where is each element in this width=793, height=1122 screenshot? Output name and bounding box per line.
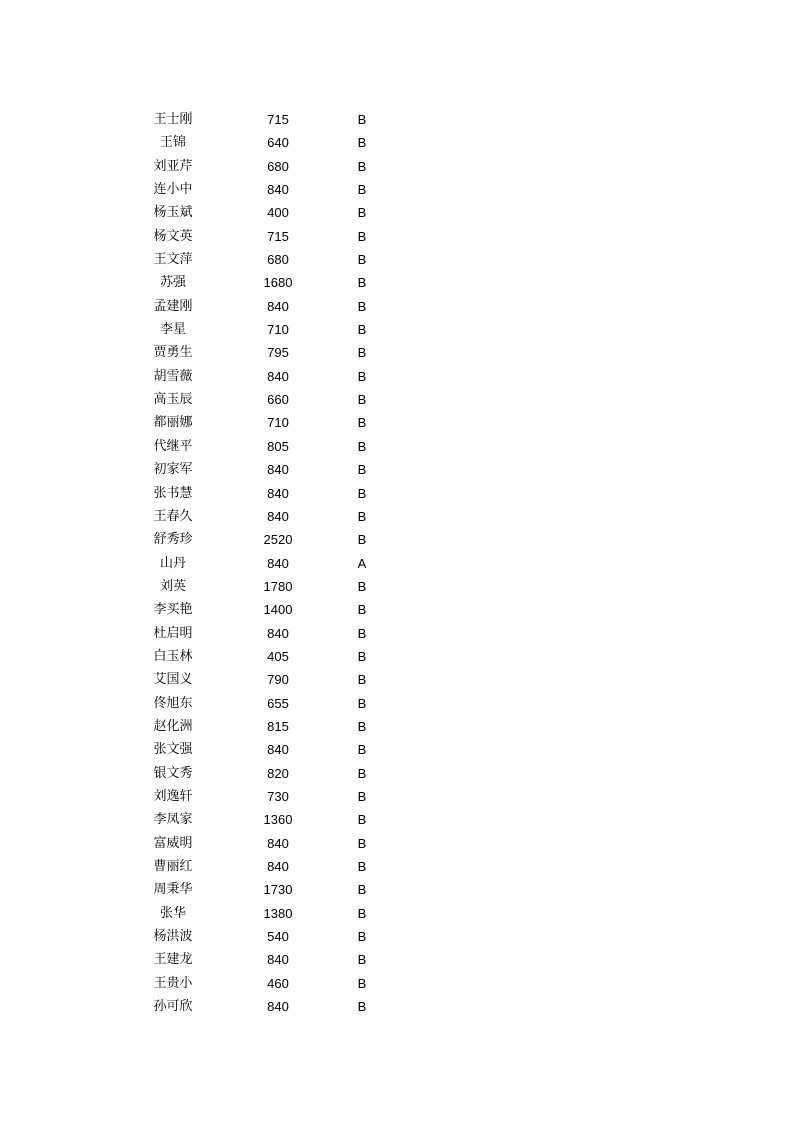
amount-cell: 460 [267, 975, 289, 991]
grade-cell: B [357, 112, 367, 127]
amount-cell: 840 [267, 999, 289, 1015]
amount-cell: 1360 [263, 812, 293, 828]
amount-cell: 840 [267, 835, 289, 851]
table-row [0, 458, 793, 481]
name-cell: 孙可欣 [153, 999, 193, 1015]
amount-cell: 655 [267, 695, 289, 711]
table-row [0, 528, 793, 551]
name-cell: 李凤家 [153, 812, 193, 828]
grade-cell: B [357, 158, 367, 174]
table-row [0, 552, 793, 575]
name-cell: 杨玉斌 [153, 205, 193, 221]
name-cell: 杜启明 [153, 625, 193, 641]
grade-cell: B [357, 532, 367, 548]
grade-cell: B [357, 228, 367, 244]
amount-cell: 2520 [263, 532, 293, 548]
table-row [0, 972, 793, 995]
table-row [0, 645, 793, 668]
grade-cell: B [357, 205, 367, 221]
grade-cell: B [357, 438, 367, 454]
name-cell: 高玉辰 [153, 392, 193, 408]
amount-cell: 715 [267, 112, 289, 127]
grade-cell: B [357, 298, 367, 314]
table-row [0, 878, 793, 901]
grade-cell: B [357, 368, 367, 384]
table-row [0, 738, 793, 761]
amount-cell: 640 [267, 135, 289, 151]
amount-cell: 715 [267, 228, 289, 244]
name-cell: 艾国义 [153, 672, 193, 688]
amount-cell: 840 [267, 462, 289, 478]
name-cell: 张文强 [153, 742, 193, 758]
grade-cell: B [357, 392, 367, 408]
grade-cell: B [357, 625, 367, 641]
table-row [0, 692, 793, 715]
name-cell: 李买艳 [153, 602, 193, 618]
amount-cell: 730 [267, 788, 289, 804]
grade-cell: B [357, 765, 367, 781]
amount-cell: 805 [267, 438, 289, 454]
table-row [0, 598, 793, 621]
table-row [0, 832, 793, 855]
amount-cell: 795 [267, 345, 289, 361]
table-row [0, 482, 793, 505]
table-row [0, 248, 793, 271]
table-row [0, 762, 793, 785]
table-row [0, 201, 793, 224]
table-row [0, 271, 793, 294]
grade-cell: B [357, 999, 367, 1015]
grade-cell: B [357, 182, 367, 198]
table-row [0, 108, 793, 131]
name-cell: 王文萍 [153, 252, 193, 268]
amount-cell: 710 [267, 415, 289, 431]
name-cell: 张华 [159, 905, 186, 921]
table-row [0, 365, 793, 388]
amount-cell: 840 [267, 555, 289, 571]
grade-cell: B [357, 462, 367, 478]
name-cell: 杨文英 [153, 228, 193, 244]
amount-cell: 400 [267, 205, 289, 221]
table-row [0, 785, 793, 808]
grade-cell: B [357, 742, 367, 758]
grade-cell: B [357, 252, 367, 268]
table-row [0, 225, 793, 248]
table-row [0, 715, 793, 738]
name-cell: 代继平 [153, 438, 193, 454]
table-row [0, 948, 793, 971]
name-cell: 刘逸轩 [153, 788, 193, 804]
table-row [0, 925, 793, 948]
name-cell: 刘英 [159, 578, 186, 594]
table-row [0, 155, 793, 178]
amount-cell: 710 [267, 322, 289, 338]
name-cell: 初家军 [153, 462, 193, 478]
amount-cell: 1730 [263, 882, 293, 898]
grade-cell: B [357, 882, 367, 898]
grade-cell: B [357, 648, 367, 664]
amount-cell: 1380 [263, 905, 293, 921]
grade-cell: B [357, 602, 367, 618]
name-cell: 周秉华 [153, 882, 193, 898]
amount-cell: 840 [267, 859, 289, 874]
grade-cell: B [357, 952, 367, 968]
name-cell: 山丹 [159, 555, 186, 571]
amount-cell: 1780 [263, 578, 293, 594]
grade-cell: B [357, 415, 367, 431]
name-cell: 王春久 [153, 508, 193, 524]
name-cell: 王建龙 [153, 952, 193, 968]
amount-cell: 680 [267, 158, 289, 174]
amount-cell: 820 [267, 765, 289, 781]
name-cell: 苏强 [159, 275, 186, 291]
amount-cell: 815 [267, 718, 289, 734]
table-row [0, 575, 793, 598]
table-row [0, 295, 793, 318]
grade-cell: B [357, 859, 367, 874]
amount-cell: 840 [267, 485, 289, 501]
amount-cell: 680 [267, 252, 289, 268]
grade-cell: B [357, 812, 367, 828]
table-row [0, 388, 793, 411]
name-cell: 赵化洲 [153, 718, 193, 734]
name-cell: 杨洪波 [153, 929, 193, 945]
table-row [0, 808, 793, 831]
amount-cell: 840 [267, 508, 289, 524]
amount-cell: 790 [267, 672, 289, 688]
roster-table [0, 108, 793, 1018]
name-cell: 孟建刚 [153, 298, 193, 314]
name-cell: 佟旭东 [153, 695, 193, 711]
name-cell: 李星 [159, 322, 186, 338]
name-cell: 曹丽红 [153, 859, 193, 874]
table-row [0, 131, 793, 154]
name-cell: 富威明 [153, 835, 193, 851]
name-cell: 胡雪薇 [153, 368, 193, 384]
amount-cell: 840 [267, 182, 289, 198]
grade-cell: B [357, 485, 367, 501]
amount-cell: 840 [267, 368, 289, 384]
name-cell: 白玉林 [153, 648, 193, 664]
table-row [0, 995, 793, 1018]
name-cell: 舒秀珍 [153, 532, 193, 548]
grade-cell: B [357, 275, 367, 291]
amount-cell: 405 [267, 648, 289, 664]
grade-cell: B [357, 975, 367, 991]
grade-cell: A [357, 555, 367, 571]
grade-cell: B [357, 695, 367, 711]
table-row [0, 855, 793, 878]
grade-cell: B [357, 905, 367, 921]
name-cell: 银文秀 [153, 765, 193, 781]
table-row [0, 902, 793, 925]
name-cell: 王贵小 [153, 975, 193, 991]
amount-cell: 840 [267, 952, 289, 968]
amount-cell: 1400 [263, 602, 293, 618]
grade-cell: B [357, 578, 367, 594]
grade-cell: B [357, 508, 367, 524]
grade-cell: B [357, 135, 367, 151]
name-cell: 贾勇生 [153, 345, 193, 361]
grade-cell: B [357, 345, 367, 361]
table-row [0, 435, 793, 458]
grade-cell: B [357, 788, 367, 804]
table-row [0, 622, 793, 645]
name-cell: 张书慧 [153, 485, 193, 501]
name-cell: 王锦 [159, 135, 186, 151]
grade-cell: B [357, 322, 367, 338]
name-cell: 都丽娜 [153, 415, 193, 431]
amount-cell: 840 [267, 742, 289, 758]
amount-cell: 1680 [263, 275, 293, 291]
name-cell: 刘亚芹 [153, 158, 193, 174]
name-cell: 王士刚 [153, 112, 193, 127]
table-row [0, 668, 793, 691]
table-row [0, 505, 793, 528]
table-row [0, 178, 793, 201]
table-row [0, 411, 793, 434]
table-row [0, 318, 793, 341]
amount-cell: 840 [267, 298, 289, 314]
grade-cell: B [357, 929, 367, 945]
amount-cell: 840 [267, 625, 289, 641]
grade-cell: B [357, 835, 367, 851]
amount-cell: 660 [267, 392, 289, 408]
table-row [0, 341, 793, 364]
grade-cell: B [357, 672, 367, 688]
amount-cell: 540 [267, 929, 289, 945]
grade-cell: B [357, 718, 367, 734]
name-cell: 连小中 [153, 182, 193, 198]
